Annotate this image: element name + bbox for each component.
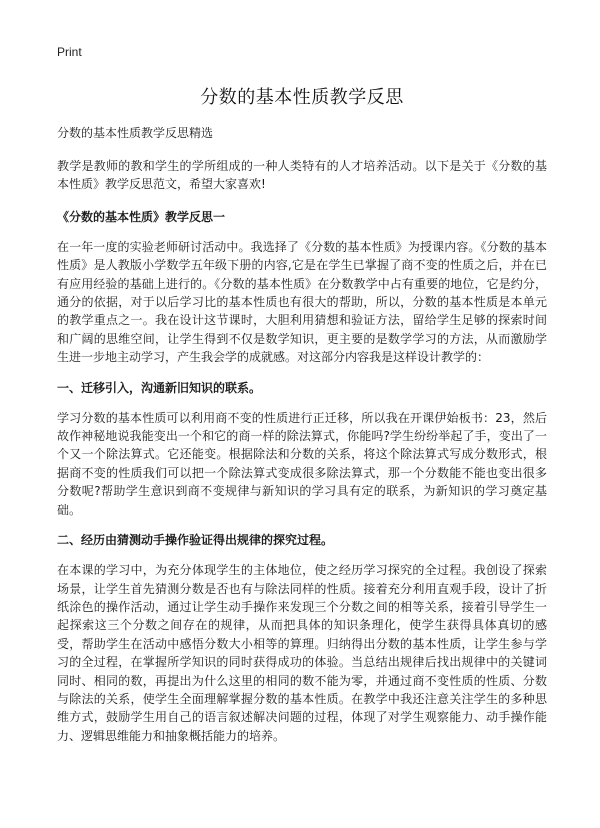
page-title: 分数的基本性质教学反思 bbox=[200, 87, 404, 108]
paragraph-2: 学习分数的基本性质可以利用商不变的性质进行正迁移，所以我在开课伊始板书：23，然后故作神秘地说我能变出一个和它的商一样的除法算式，你能吗?学生纷纷举起了手，变出了一个又一个除法算式。它还能变。根据除法和分数的关系，将这个除法算式写成分数形式，根据商不变的性质我们可以把一个除法算式变成很多除法算式，那一个分数能不能也变出很多分数呢?帮助学生意识到商不变规律与新知识的学习具有定的联系，为新知识的学习奠定基础。 bbox=[57, 410, 547, 517]
paragraph-1: 在一年一度的实验老师研讨活动中。我选择了《分数的基本性质》为授课内容。《分数的基本性质》是人教版小学数学五年级下册的内容,它是在学生已掌握了商不变的性质之后，并在已有应用经验的基础上进行的。《分数的基本性质》在分数教学中占有重要的地位，它是约分，通分的依据，对于以后学习比的基本性质也有很大的帮助，所以，分数的基本性质是本单元的教学重点之一。我在设计这节课时，大胆利用猜想和验证方法，留给学生足够的探索时间和广阔的思维空间，让学生得到不仅是数学知识，更主要的是数学学习的方法，从而激励学生进一步地主动学习，产生我会学的成就感。对这部分内容我是这样设计教学的： bbox=[57, 239, 547, 365]
document-page bbox=[57, 44, 547, 745]
paragraph-3: 在本课的学习中，为充分体现学生的主体地位，使之经历学习探究的全过程。我创设了探索场景，让学生首先猜测分数是否也有与除法同样的性质。接着充分利用直观手段，设计了折纸涂色的操作活动，通过让学生动手操作来发现三个分数之间的相等关系，接着引导学生一起探索这三个分数之间存在的规律，从而把具体的知识条理化，使学生获得具体真切的感受，帮助学生在活动中感悟分数大小相等的算理。归纳得出分数的基本性质，让学生参与学习的全过程，在掌握所学知识的同时获得成功的体验。当总结出规律后找出规律中的关键词同时、相同的数，再提出为什么这里的相同的数不能为零，并通过商不变性质的性质、分数与除法的关系，使学生全面理解掌握分数的基本性质。在教学中我还注意关注学生的多种思维方式，鼓励学生用自己的语言叙述解决问题的过程，体现了对学生观察能力、动手操作能力、逻辑思维能力和抽象概括能力的培养。 bbox=[57, 563, 547, 743]
intro-paragraph: 教学是教师的教和学生的学所组成的一种人类特有的人才培养活动。以下是关于《分数的基本性质》教学反思范文，希望大家喜欢! bbox=[57, 159, 547, 192]
document-subtitle: 分数的基本性质教学反思精选 bbox=[57, 126, 214, 140]
heading-1: 一、迁移引入，沟通新旧知识的联系。 bbox=[57, 380, 262, 395]
section-title: 《分数的基本性质》教学反思一 bbox=[57, 209, 226, 224]
heading-2: 二、经历由猜测动手操作验证得出规律的探究过程。 bbox=[57, 533, 334, 548]
print-link[interactable]: Print bbox=[57, 45, 82, 59]
